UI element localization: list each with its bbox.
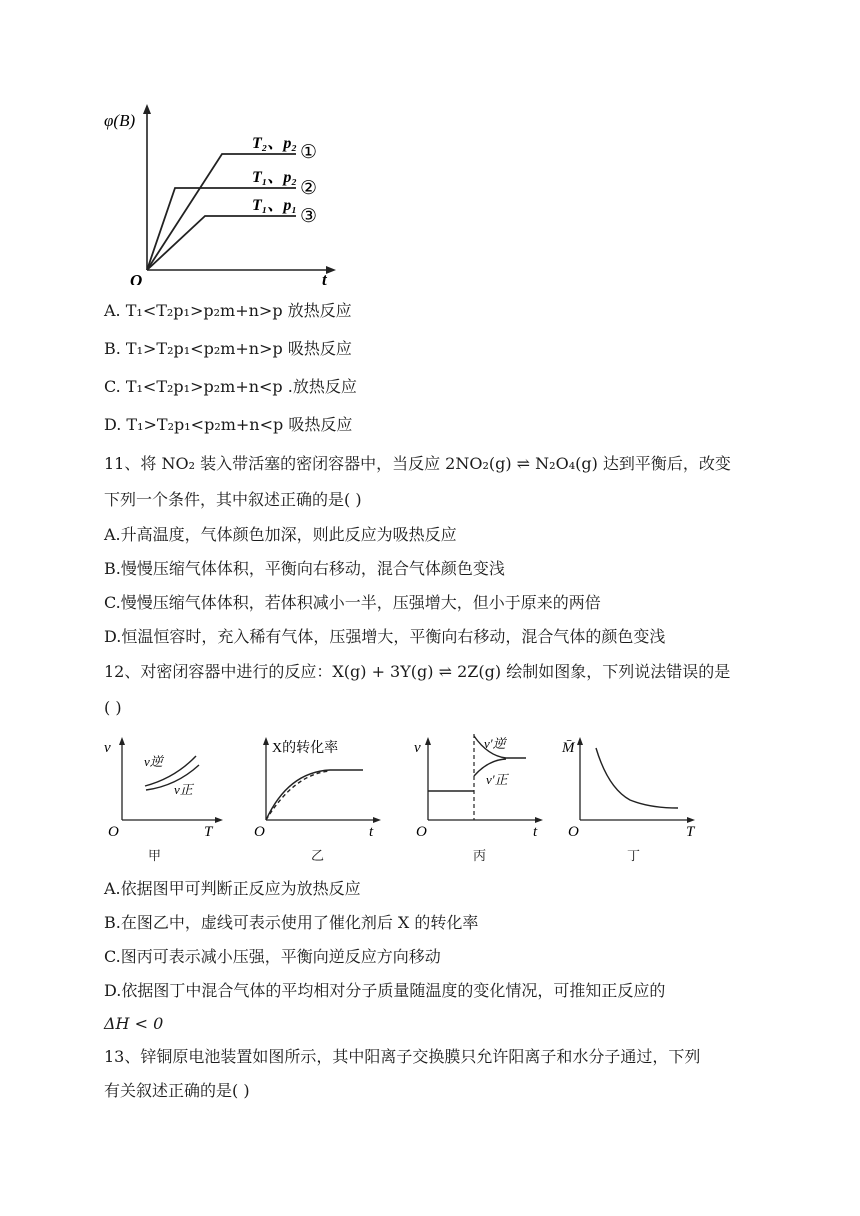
bing-x: t <box>533 824 538 838</box>
caption-bing: 丙 <box>473 849 487 864</box>
q11-stem-line1: 11、将 NO₂ 装入带活塞的密闭容器中，当反应 2NO₂(g) ⇌ N₂O₄(g) 达到平衡后，改变 <box>104 454 731 473</box>
q12-stem-line1: 12、对密闭容器中进行的反应：X(g) + 3Y(g) ⇌ 2Z(g) 绘制如图象，下列说法错误的是 <box>104 662 731 681</box>
q10-curve1-num: ① <box>300 142 318 163</box>
q10-x-label: t <box>322 270 327 285</box>
caption-jia: 甲 <box>148 849 162 864</box>
q10-option-c: C. T₁<T₂p₁>p₂m+n<p .放热反应 <box>104 377 357 396</box>
q10-option-b: B. T₁>T₂p₁<p₂m+n>p 吸热反应 <box>104 339 352 358</box>
q12-stem-line2: ( ) <box>104 698 122 717</box>
q10-curve3-num: ③ <box>300 206 318 227</box>
q13-stem-line2: 有关叙述正确的是( ) <box>104 1081 250 1100</box>
q10-graph <box>100 100 350 285</box>
graph-yi <box>250 730 390 838</box>
q11-option-c: C.慢慢压缩气体体积，若体积减小一半，压强增大，但小于原来的两倍 <box>104 593 601 612</box>
q10-origin: O <box>130 271 143 285</box>
q11-stem-line2: 下列一个条件，其中叙述正确的是( ) <box>104 490 362 509</box>
graph-bing <box>410 730 550 838</box>
q11-option-b: B.慢慢压缩气体体积，平衡向右移动，混合气体颜色变浅 <box>104 559 505 578</box>
jia-x: T <box>204 824 213 838</box>
q10-y-label: φ(B) <box>104 111 136 130</box>
graph-ding <box>560 730 700 838</box>
q11-option-a: A.升高温度，气体颜色加深，则此反应为吸热反应 <box>104 525 457 544</box>
q12-option-c: C.图丙可表示减小压强，平衡向逆反应方向移动 <box>104 947 441 966</box>
jia-label-v-fwd: v正 <box>174 782 193 797</box>
yi-o: O <box>254 824 265 838</box>
jia-label-v-rev: v逆 <box>144 754 163 769</box>
q10-curve2-num: ② <box>300 178 318 199</box>
q10-option-a: A. T₁<T₂p₁>p₂m+n>p 放热反应 <box>104 301 352 320</box>
bing-label-v-fwd: v′正 <box>486 772 508 787</box>
q10-curve1-label: T₂、p₂ <box>252 135 297 152</box>
ding-o: O <box>568 824 579 838</box>
q10-curve2-label: T₁、p₂ <box>252 169 297 186</box>
bing-o: O <box>416 824 427 838</box>
ding-y: M̄ <box>562 740 575 756</box>
bing-label-v-rev: v′逆 <box>484 736 506 751</box>
q13-stem-line1: 13、锌铜原电池装置如图所示，其中阳离子交换膜只允许阳离子和水分子通过，下列 <box>104 1047 701 1066</box>
caption-ding: 丁 <box>627 849 641 864</box>
jia-y: v <box>104 740 111 756</box>
q12-option-a: A.依据图甲可判断正反应为放热反应 <box>104 879 361 898</box>
q11-option-d: D.恒温恒容时，充入稀有气体，压强增大，平衡向右移动，混合气体的颜色变浅 <box>104 627 666 646</box>
q12-option-d-line2: ΔH < 0 <box>104 1014 164 1033</box>
q12-option-b: B.在图乙中，虚线可表示使用了催化剂后 X 的转化率 <box>104 913 479 932</box>
jia-o: O <box>108 824 119 838</box>
graph-jia <box>100 730 230 838</box>
yi-x: t <box>369 824 374 838</box>
bing-y: v <box>414 740 421 756</box>
caption-yi: 乙 <box>311 849 325 864</box>
q10-curve3-label: T₁、p₁ <box>252 197 297 214</box>
q12-option-d-line1: D.依据图丁中混合气体的平均相对分子质量随温度的变化情况，可推知正反应的 <box>104 981 666 1000</box>
q10-option-d: D. T₁>T₂p₁<p₂m+n<p 吸热反应 <box>104 415 353 434</box>
yi-y: X的转化率 <box>272 741 339 756</box>
ding-x: T <box>686 824 695 838</box>
